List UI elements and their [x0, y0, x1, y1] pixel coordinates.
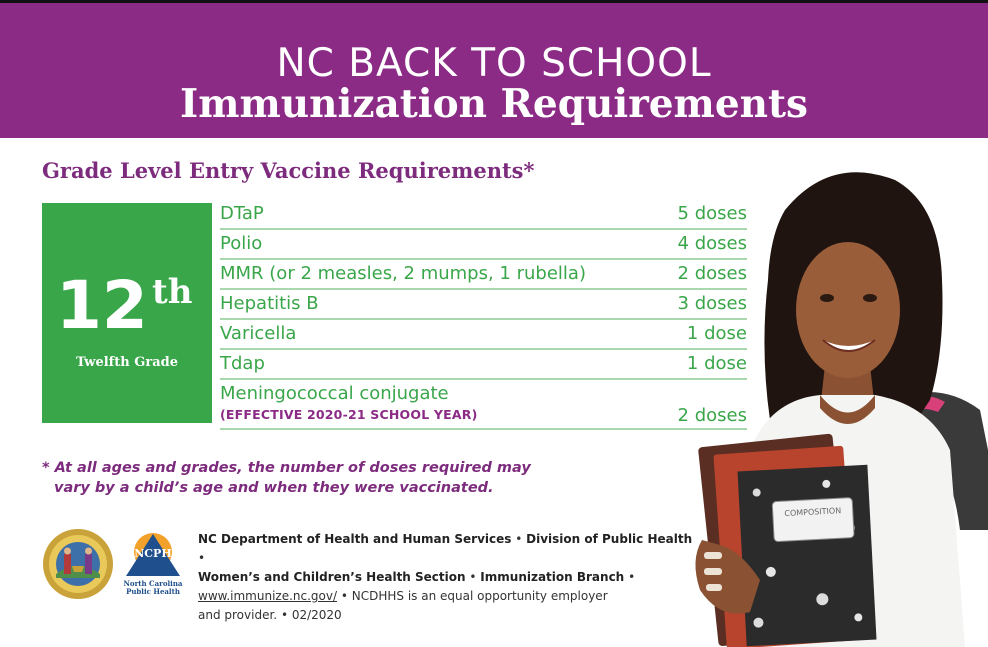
bullet: • — [628, 570, 636, 584]
bullet: • — [280, 608, 289, 622]
footnote-line-1: * At all ages and grades, the number of doses required may — [42, 460, 531, 476]
agency-dept: NC Department of Health and Human Services — [198, 532, 512, 546]
ncph-abbrev: NCPH — [134, 547, 172, 560]
grade-number: 12 — [56, 267, 148, 344]
vaccine-name: DTaP — [220, 203, 264, 224]
vaccine-row — [220, 380, 747, 430]
vaccine-name: Tdap — [220, 353, 265, 374]
vaccine-doses: 5 doses — [677, 203, 747, 224]
agency-division: Division of Public Health — [526, 532, 693, 546]
vaccine-name: Meningococcal conjugate — [220, 383, 449, 404]
notebook-label: COMPOSITION — [784, 506, 842, 519]
header-banner — [0, 3, 988, 138]
agency-provider: and provider. — [198, 608, 278, 622]
section-title: Grade Level Entry Vaccine Requirements* — [42, 158, 535, 183]
vaccine-name: MMR (or 2 measles, 2 mumps, 1 rubella) — [220, 263, 586, 284]
nc-seal-logo — [42, 528, 114, 600]
agency-website-link[interactable]: www.immunize.nc.gov/ — [198, 589, 338, 603]
ncph-label-line-1: North Carolina — [123, 579, 183, 588]
bullet: • — [469, 570, 477, 584]
bullet: • — [340, 589, 348, 603]
nc-public-health-logo — [122, 530, 184, 602]
vaccine-row — [220, 350, 747, 380]
header-line-1: NC BACK TO SCHOOL — [276, 41, 712, 86]
vaccine-name: Polio — [220, 233, 263, 254]
vaccine-row — [220, 230, 747, 260]
vaccine-doses: 1 dose — [686, 323, 747, 344]
student-photo — [677, 150, 988, 647]
footnote — [42, 458, 562, 498]
vaccine-doses: 4 doses — [677, 233, 747, 254]
vaccine-doses: 1 dose — [686, 353, 747, 374]
agency-section: Women’s and Children’s Health Section — [198, 570, 466, 584]
agency-info — [198, 530, 698, 625]
agency-branch: Immunization Branch — [480, 570, 625, 584]
grade-label: Twelfth Grade — [76, 355, 178, 370]
agency-date: 02/2020 — [291, 608, 342, 622]
vaccine-row — [220, 320, 747, 350]
vaccine-name: Hepatitis B — [220, 293, 319, 314]
grade-suffix: th — [152, 272, 193, 312]
ncph-label-line-2: Public Health — [126, 587, 180, 596]
ncph-label — [122, 580, 184, 596]
vaccine-table — [220, 200, 747, 430]
agency-employer: NCDHHS is an equal opportunity employer — [351, 589, 608, 603]
vaccine-row — [220, 290, 747, 320]
bullet: • — [515, 532, 523, 546]
bullet: • — [198, 551, 206, 565]
vaccine-doses: 2 doses — [677, 405, 747, 426]
ncph-mark-icon — [122, 530, 184, 580]
vaccine-doses: 3 doses — [677, 293, 747, 314]
vaccine-row — [220, 200, 747, 230]
vaccine-note: (EFFECTIVE 2020-21 SCHOOL YEAR) — [220, 407, 478, 422]
vaccine-row — [220, 260, 747, 290]
grade-box — [42, 203, 212, 423]
header-title: Immunization Requirements — [180, 81, 808, 127]
vaccine-doses: 2 doses — [677, 263, 747, 284]
vaccine-name: Varicella — [220, 323, 297, 344]
footnote-line-2: vary by a child’s age and when they were vaccinated. — [54, 480, 494, 496]
